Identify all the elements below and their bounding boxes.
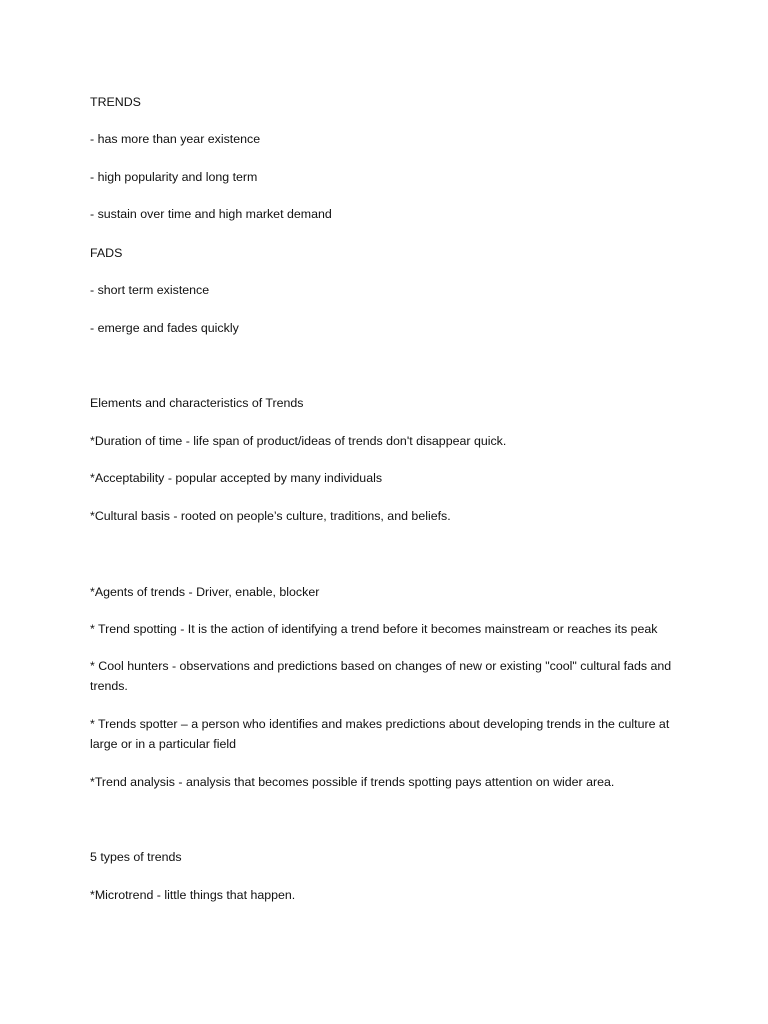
elements-point: *Duration of time - life span of product/ideas of trends don't disappear quick. bbox=[90, 434, 507, 448]
elements-heading: Elements and characteristics of Trends bbox=[90, 396, 304, 410]
fads-heading: FADS bbox=[90, 246, 123, 260]
types-point: *Microtrend - little things that happen. bbox=[90, 888, 296, 902]
trends-point: - sustain over time and high market demand bbox=[90, 207, 332, 221]
trends-point: - high popularity and long term bbox=[90, 170, 258, 184]
agents-point: *Agents of trends - Driver, enable, blocker bbox=[90, 585, 320, 599]
agents-point: * Trends spotter – a person who identifies and makes predictions about developing trends in the culture at large or in a particular field bbox=[90, 717, 673, 751]
agents-point: * Trend spotting - It is the action of identifying a trend before it becomes mainstream or reaches its peak bbox=[90, 622, 658, 636]
trends-heading: TRENDS bbox=[90, 95, 141, 109]
elements-point: *Acceptability - popular accepted by many individuals bbox=[90, 471, 383, 485]
fads-point: - short term existence bbox=[90, 283, 210, 297]
agents-point: *Trend analysis - analysis that becomes possible if trends spotting pays attention on wider area. bbox=[90, 775, 615, 789]
trends-point: - has more than year existence bbox=[90, 132, 261, 146]
fads-point: - emerge and fades quickly bbox=[90, 321, 239, 335]
elements-point: *Cultural basis - rooted on people’s culture, traditions, and beliefs. bbox=[90, 509, 451, 523]
agents-point: * Cool hunters - observations and predictions based on changes of new or existing "cool" cultural fads and trends. bbox=[90, 659, 675, 693]
types-heading: 5 types of trends bbox=[90, 850, 182, 864]
